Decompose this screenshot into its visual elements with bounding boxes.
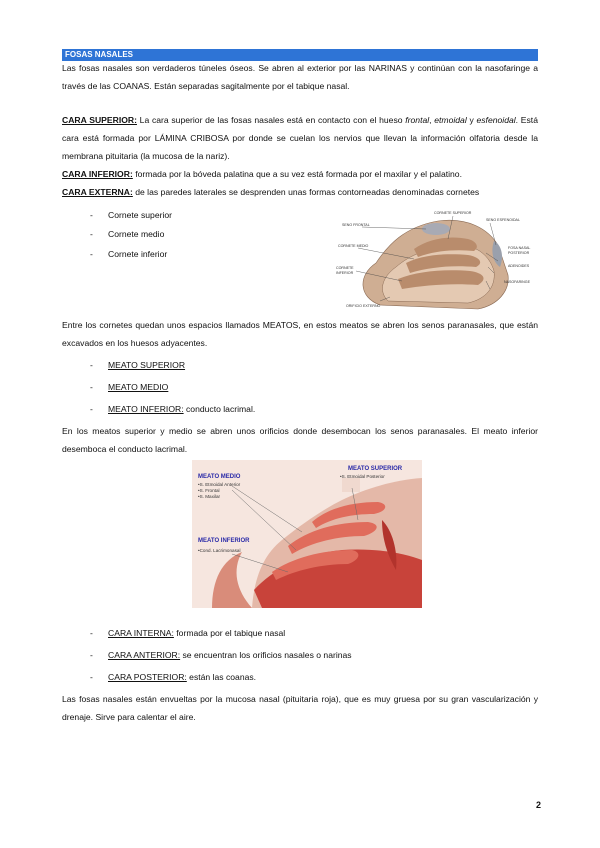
cara-superior-text-a: La cara superior de las fosas nasales está en contacto con el hueso: [136, 115, 406, 125]
label-inferior: INFERIOR: [336, 271, 354, 275]
label-cond-lacrimonasal: •Cond. Lacrimonasal: [198, 548, 241, 553]
label-fosa-nasal: FOSA NASAL: [508, 246, 531, 250]
separator: ,: [429, 115, 435, 125]
meato-superior: MEATO SUPERIOR: [108, 360, 186, 370]
section-title: FOSAS NASALES: [62, 49, 538, 61]
cara-posterior-text: están las coanas.: [186, 672, 257, 682]
meato-inferior-text: conducto lacrimal.: [183, 404, 256, 414]
cara-anterior-label: CARA ANTERIOR:: [108, 650, 181, 660]
hueso-frontal: frontal: [405, 115, 430, 125]
label-s-frontal: •S. Frontal: [198, 488, 220, 493]
cara-externa-label: CARA EXTERNA:: [62, 187, 133, 197]
label-cornete-superior: CORNETE SUPERIOR: [434, 211, 472, 215]
label-s-etmoidal-anterior: •S. Etmoidal Anterior: [198, 482, 241, 487]
cara-interna-label: CARA INTERNA:: [108, 628, 174, 638]
hueso-etmoidal: etmoidal: [434, 115, 467, 125]
label-seno-frontal: SENO FRONTAL: [342, 223, 370, 227]
label-nasofaringe: NASOFARINGE: [504, 280, 530, 284]
meatos-paragraph: En los meatos superior y medio se abren unos orificios donde desembocan los senos paranasales. El meato inferior desemboca el conducto lacrimal.: [62, 426, 538, 454]
cara-interna-text: formada por el tabique nasal: [173, 628, 286, 638]
separator: y: [466, 115, 477, 125]
label-meato-superior: MEATO SUPERIOR: [348, 466, 403, 472]
label-s-etmoidal-posterior: •S. Etmoidal Posterior: [340, 474, 385, 479]
list-item: - CARA ANTERIOR: se encuentran los orificios nasales o narinas: [90, 650, 352, 660]
list-item: - MEATO SUPERIOR: [90, 360, 186, 370]
cornete-inferior: Cornete inferior: [108, 249, 168, 259]
cornete-superior: Cornete superior: [108, 210, 173, 220]
label-cornete: CORNETE: [336, 266, 354, 270]
cara-inferior-paragraph: [62, 165, 538, 183]
cornete-medio: Cornete medio: [108, 229, 165, 239]
list-item: - Cornete inferior: [90, 249, 168, 259]
cara-superior-text-b: . Está cara está formada por LÁMINA CRIBOSA por donde se cuelan los nervios que llevan la información olfatoria desde la membrana pituitaria (la mucosa de la nariz).: [62, 115, 538, 161]
list-item: - MEATO INFERIOR: conducto lacrimal.: [90, 404, 256, 414]
cara-inferior-label: CARA INFERIOR:: [62, 169, 133, 179]
closing-paragraph: Las fosas nasales están envueltas por la mucosa nasal (pituitaria roja), que es muy gruesa por su gran vascularización y drenaje. Sirve para calentar el aire.: [62, 694, 538, 722]
label-adenoides: ADENOIDES: [508, 264, 530, 268]
intro-paragraph: Las fosas nasales son verdaderos túneles óseos. Se abren al exterior por las NARINAS y continúan con la nasofaringe a través de las COANAS. Están separadas sagitalmente por el tabique nasal.: [62, 63, 538, 91]
hueso-esfenoidal: esfenoidal: [476, 115, 516, 125]
nasal-cavity-diagram: [318, 205, 540, 313]
cara-superior-label: CARA SUPERIOR:: [62, 115, 137, 125]
meato-medio: MEATO MEDIO: [108, 382, 169, 392]
label-cornete-medio: CORNETE MEDIO: [338, 244, 369, 248]
cara-anterior-text: se encuentran los orificios nasales o narinas: [180, 650, 352, 660]
label-meato-inferior: MEATO INFERIOR: [198, 538, 250, 544]
label-meato-medio: MEATO MEDIO: [198, 474, 241, 480]
cara-externa-paragraph: [62, 183, 538, 201]
cara-posterior-label: CARA POSTERIOR:: [108, 672, 187, 682]
label-orificio-externo: ORIFICIO EXTERNO: [346, 304, 381, 308]
list-item: - CARA POSTERIOR: están las coanas.: [90, 672, 257, 682]
label-seno-esfenoidal: SENO ESFENOIDAL: [486, 218, 520, 222]
page-number: 2: [536, 800, 542, 810]
cara-inferior-text: formada por la bóveda palatina que a su vez está formada por el maxilar y el palatino.: [132, 169, 462, 179]
label-posterior: POSTERIOR: [508, 251, 530, 255]
list-item: - MEATO MEDIO: [90, 382, 169, 392]
list-item: - CARA INTERNA: formada por el tabique nasal: [90, 628, 286, 638]
list-item: - Cornete superior: [90, 210, 173, 220]
cara-superior-paragraph: [62, 111, 538, 165]
list-item: - Cornete medio: [90, 229, 165, 239]
meato-inferior: MEATO INFERIOR:: [108, 404, 184, 414]
meatos-diagram: [192, 460, 422, 608]
label-s-maxilar: •S. Maxilar: [198, 494, 221, 499]
cara-externa-text: de las paredes laterales se desprenden unas formas contorneadas denominadas cornetes: [132, 187, 480, 197]
meatos-intro-paragraph: Entre los cornetes quedan unos espacios llamados MEATOS, en estos meatos se abren los senos paranasales, que están excavados en los huesos adyacentes.: [62, 320, 538, 348]
